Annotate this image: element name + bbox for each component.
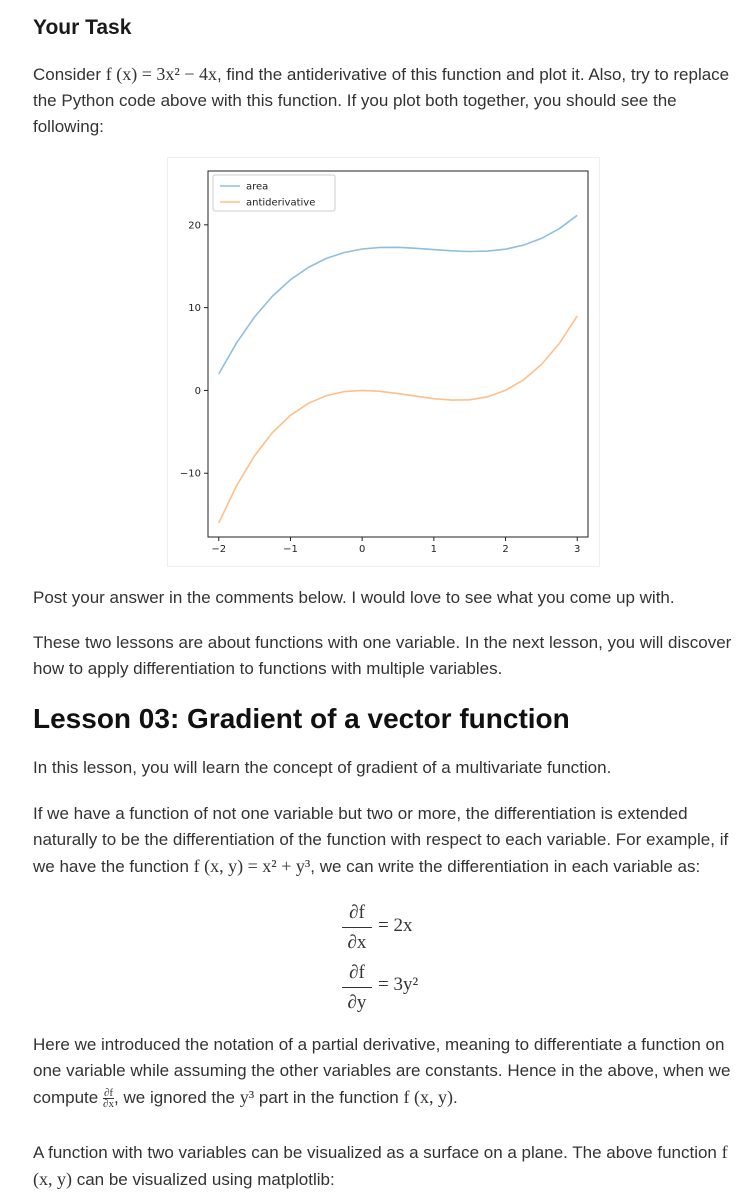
legend-label-antiderivative: antiderivative [246,197,316,209]
task-function-math: f (x) = 3x² − 4x [105,64,217,84]
lessons-summary-paragraph: These two lessons are about functions with one variable. In the next lesson, you will discover how to apply differentiation to functions with multiple variables. [33,633,732,678]
y-tick-label: 10 [188,303,201,315]
x-tick-label: −2 [211,544,227,555]
eq1-denominator: ∂x [347,932,367,953]
inline-fraction-numerator: ∂f [103,1087,114,1100]
y-cubed-math: y³ [239,1087,255,1107]
y-tick-label: −10 [179,468,201,480]
eq2-numerator: ∂f [349,962,365,983]
x-tick-label: 0 [358,544,366,555]
partial-text-4: . [452,1088,458,1107]
surface-text-1: A function with two variables can be visualized as a surface on a plane. The above function [33,1143,722,1162]
partial-text-2: , we ignored the [114,1088,240,1107]
eq1-numerator: ∂f [349,902,365,923]
multivariate-text-2: , we can write the differentiation in each variable as: [310,857,701,876]
multivariate-text-1: If we have a function of not one variable but two or more, the differentiation is extended naturally to be the differentiation of the function with respect to each variable. For example, if we have the function [33,804,729,876]
eq1-fraction-bar [342,927,372,929]
x-tick-label: −1 [283,544,298,555]
surface-fxy-math: f (x, y) [33,1142,728,1189]
y-tick-label: 0 [194,385,201,397]
plot-area [208,171,588,537]
x-tick-label: 2 [502,544,509,555]
task-text-2: , find the antiderivative of this function and plot it. Also, try to replace the Python code above with this function. If you plot both together, you should see the following: [33,65,730,136]
y-tick-label: 20 [188,220,201,232]
task-text-1: Consider [33,65,106,84]
inline-partial-fraction [103,1088,114,1109]
lesson-intro-paragraph: In this lesson, you will learn the concept of gradient of a multivariate function. [33,758,612,777]
inline-fraction-denominator: ∂x [103,1098,114,1111]
post-answer-paragraph: Post your answer in the comments below. I would love to see what you come up with. [33,588,675,607]
your-task-heading: Your Task [33,16,132,39]
legend-label-area: area [246,181,269,193]
lesson-03-heading: Lesson 03: Gradient of a vector function [33,703,570,734]
x-tick-label: 1 [430,544,438,555]
partial-derivative-paragraph [33,1032,733,1111]
chart-frame [167,157,600,567]
multivariate-function-math: f (x, y) = x² + y³ [193,856,311,876]
eq2-denominator: ∂y [347,992,367,1013]
partial-text-1: Here we introduced the notation of a partial derivative, meaning to differentiate a function on one variable while assuming the other variables are constants. Hence in the above, when we compute [33,1035,731,1107]
eq2-rhs: = 3y² [378,974,419,995]
surface-paragraph [33,1139,733,1193]
x-tick-label: 3 [574,544,581,555]
surface-text-2: can be visualized using matplotlib: [72,1170,335,1189]
eq2-fraction-bar [342,987,372,989]
multivariate-paragraph [33,801,733,880]
task-paragraph [33,61,733,140]
partial-text-3: part in the function [254,1088,404,1107]
antiderivative-chart [168,158,599,566]
fxy-math: f (x, y) [403,1087,453,1107]
eq1-rhs: = 2x [378,915,413,936]
